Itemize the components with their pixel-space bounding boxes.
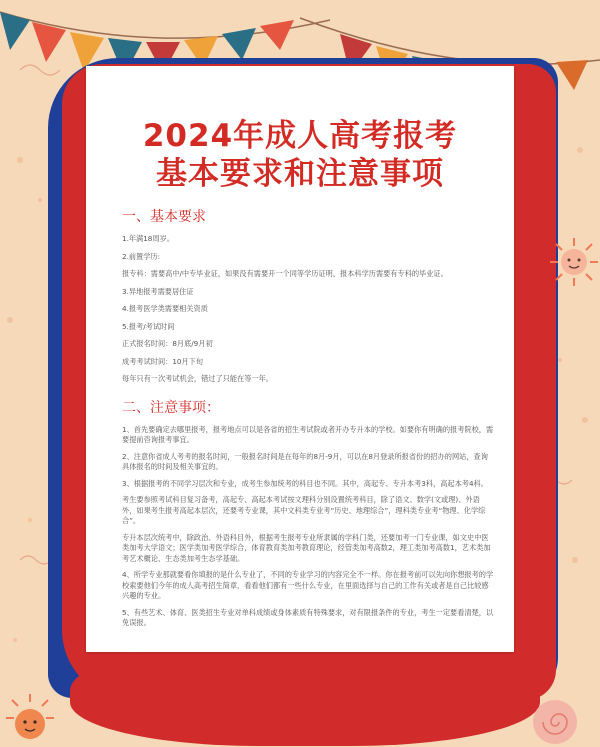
section-1-item: 正式报名时间：8月底/9月初 — [122, 339, 213, 348]
section-1-heading: 一、基本要求 — [122, 209, 206, 225]
section-1-item: 每年只有一次考试机会，错过了只能在等一年。 — [122, 374, 273, 383]
section-2-item: 3、根据报考的不同学习层次和专业，成考生参加统考的科目也不同。其中，高起专、专升本考3科，高起本考4科。 — [122, 478, 488, 488]
section-1-item: 4.报考医学类需要相关资质 — [122, 304, 208, 313]
section-2-item: 4、所学专业那就要看你填报的是什么专业了，不同的专业学习的内容完全不一样。你在报考前可以先向你想报考的学校索要他们今年的成人高考招生简章，看看他们都有一些什么专业，在里面选择与自己的工作有关或者是自己比较感兴趣的专业。 — [122, 570, 494, 600]
section-1-item: 成考考试时间：10月下旬 — [122, 356, 204, 366]
frame-red-bottom — [70, 636, 540, 746]
title-line-2: 基本要求和注意事项 — [156, 156, 444, 192]
section-2-item: 2、注意你省成人考考的报名时间，一般报名时间是在每年的8月-9月，可以在8月登录所报省份的招办的网站，查询具体报名的时间及相关事宜的。 — [122, 451, 488, 471]
section-2-item: 专升本层次统考中，除政治、外语科目外，根据考生报考专业所隶属的学科门类，还要加考一门专业课，如文史中医类加考大学语文；医学类加考医学综合，体育教育类加考教育理论，经管类加考高数2，理工类加考高数1，艺术类加考艺术概论、生态类加考生态学基础。 — [122, 532, 491, 563]
section-1-item: 2.前置学历: — [122, 251, 161, 261]
swirl-doodle-icon — [520, 692, 590, 747]
section-2-item: 1、首先要确定去哪里报考，报考地点可以是各省的招生考试院或者开办专升本的学校。如要你有明确的报考院校，需要提前咨询报考事宜。 — [122, 424, 494, 444]
section-2-item: 5、有些艺术、体育、医类招生专业对单科成绩或身体素质有特殊要求，对有限报条件的专业，考生一定要看清楚，以免误报。 — [122, 607, 494, 627]
section-1-item: 5.报考/考试时间 — [122, 321, 175, 331]
section-1-item: 3.异地报考需要居住证 — [122, 286, 194, 296]
section-2-item: 考生要参照考试科目复习备考，高起专、高起本考试按文理科分别设置统考科目，除了语文、数学(文或理)、外语外，如果考生报考高起本层次，还要考专业课，其中文科类专业考“历史、地理综合”，理科类专业考“物理、化学综合”。 — [122, 495, 486, 525]
smiling-sun-icon — [548, 236, 600, 288]
document-paper — [86, 66, 514, 652]
title-line-1: 2024年成人高考报考 — [142, 118, 458, 154]
document-content — [122, 208, 494, 635]
section-2-heading: 二、注意事项： — [122, 399, 220, 416]
section-1-item: 报专科：需要高中/中专毕业证，如果没有需要开一个同等学历证明，报本科学历需要有专科的毕业证。 — [122, 269, 448, 278]
section-1-item: 1.年满18周岁。 — [122, 234, 174, 243]
corner-sun-icon — [0, 690, 60, 747]
